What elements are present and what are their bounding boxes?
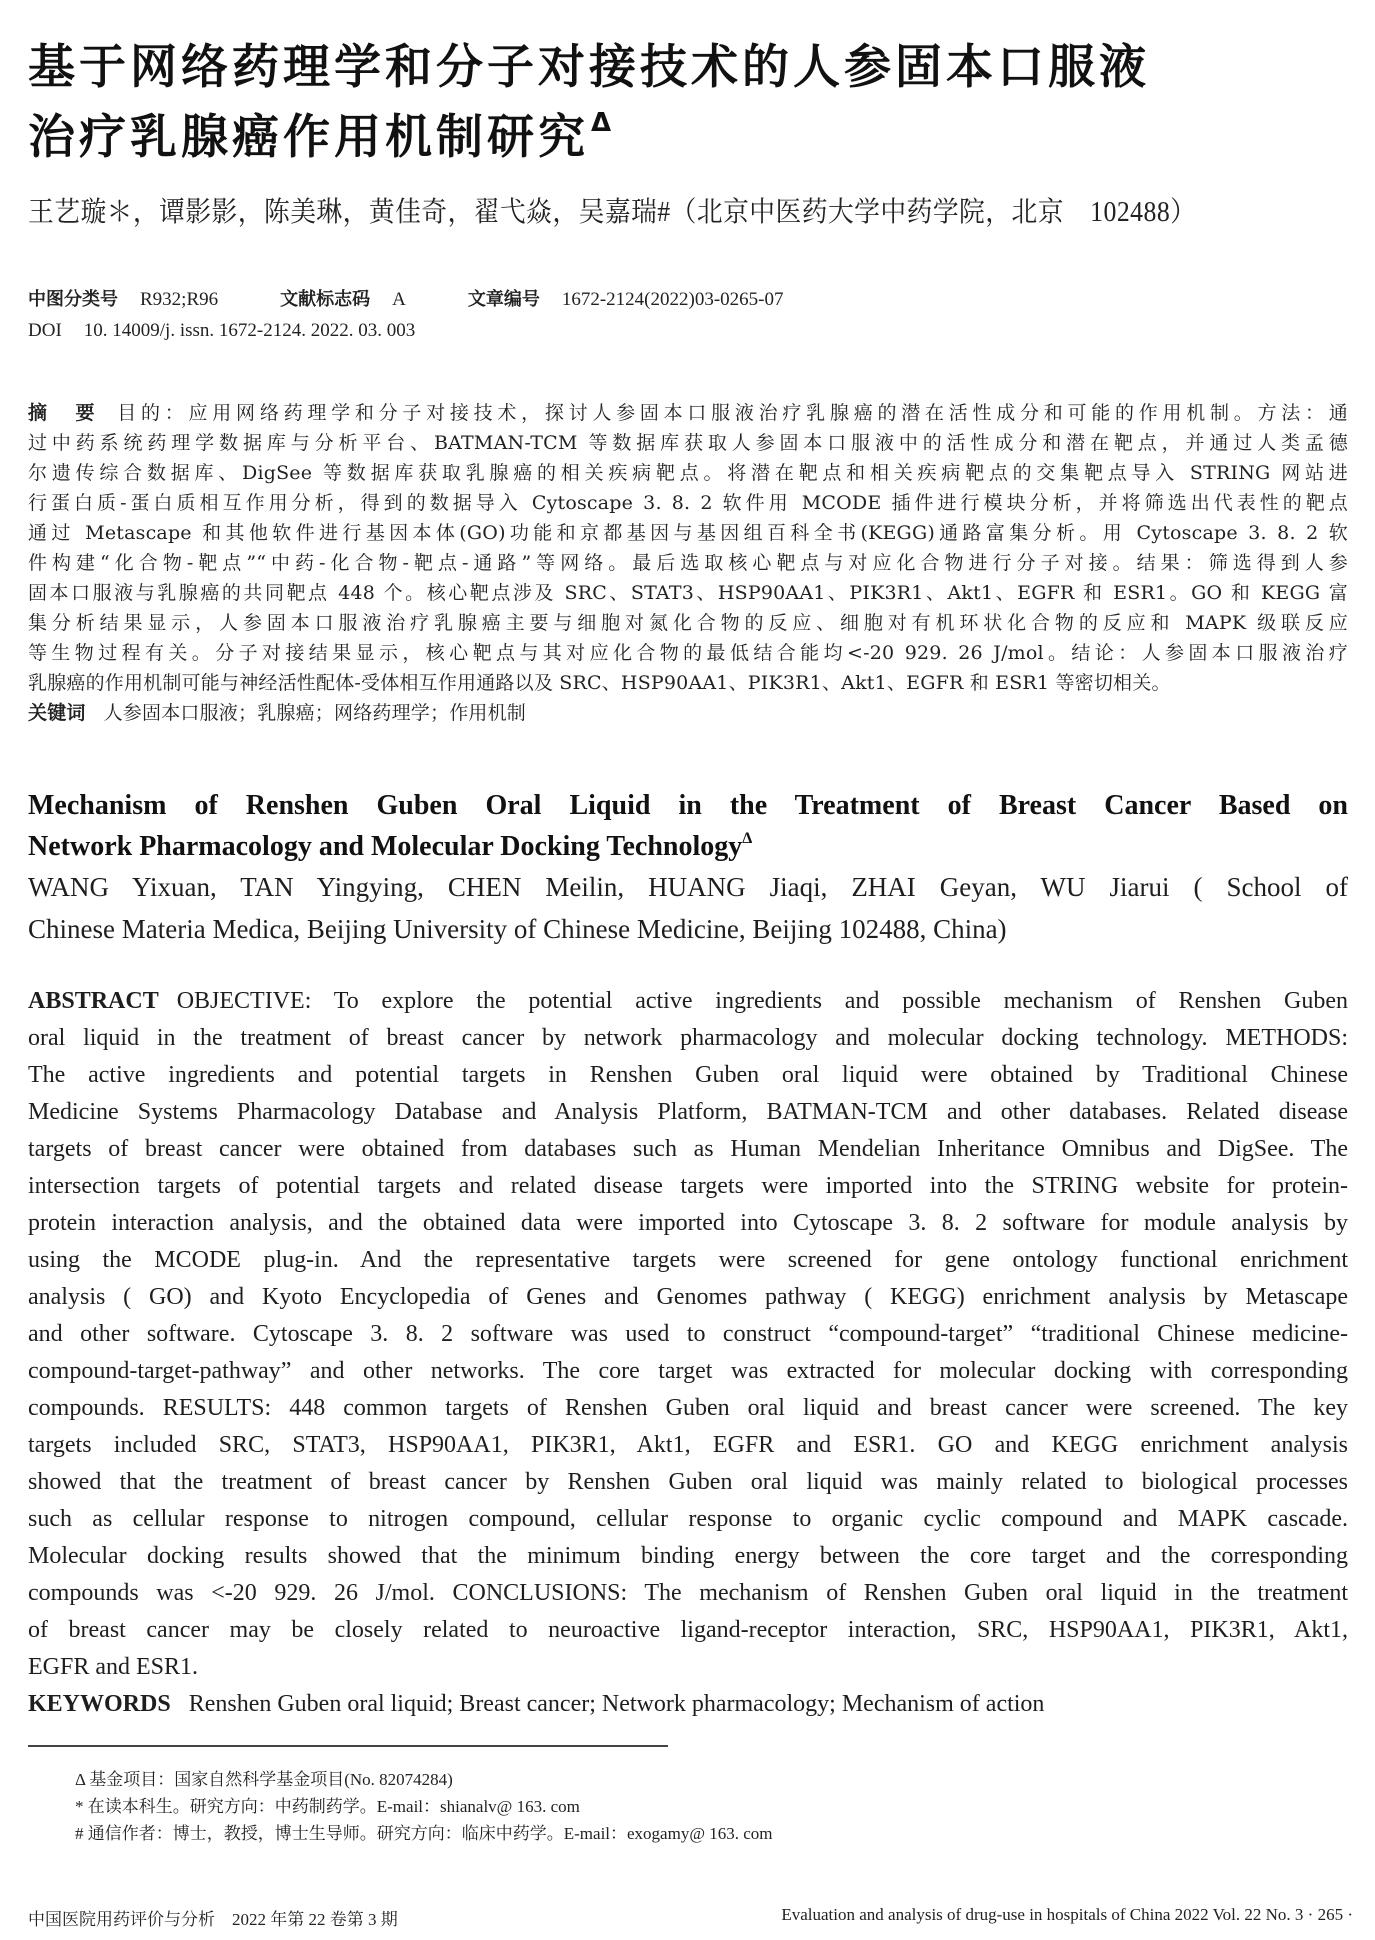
en-abstract-line: and other software. Cytoscape 3. 8. 2 software was used to construct “compound-target” “traditional Chinese medicine- <box>28 1321 1348 1347</box>
cn-keywords-value: 人参固本口服液；乳腺癌；网络药理学；作用机制 <box>103 702 527 724</box>
en-abstract-line: oral liquid in the treatment of breast cancer by network pharmacology and molecular docking technology. METHODS: <box>28 1025 1348 1051</box>
en-abstract-line: compound-target-pathway” and other networks. The core target was extracted for molecular docking with corresponding <box>28 1358 1348 1384</box>
cn-abstract-line: 尔遗传综合数据库、DigSee 等数据库获取乳腺癌的相关疾病靶点。将潜在靶点和相关疾病靶点的交集靶点导入 STRING 网站进 <box>28 462 1348 484</box>
footnote-funding: Δ 基金项目：国家自然科学基金项目(No. 82074284) <box>75 1770 453 1789</box>
en-authors-line-1: WANG Yixuan, TAN Yingying, CHEN Meilin, HUANG Jiaqi, ZHAI Geyan, WU Jiarui ( School of <box>28 872 1348 902</box>
en-abstract-line: Medicine Systems Pharmacology Database and Analysis Platform, BATMAN-TCM and other databases. Related disease <box>28 1099 1348 1125</box>
journal-footer-en: Evaluation and analysis of drug-use in hospitals of China 2022 Vol. 22 No. 3 · 265 · <box>781 1905 1353 1924</box>
funding-mark: Δ <box>591 108 616 138</box>
en-keywords <box>28 1691 1348 1718</box>
cn-title-line-1: 基于网络药理学和分子对接技术的人参固本口服液 <box>28 40 1150 95</box>
cn-abstract-text: 目的：应用网络药理学和分子对接技术，探讨人参固本口服液治疗乳腺癌的潜在活性成分和可能的作用机制。方法：通 <box>117 402 1349 424</box>
en-keywords-label: KEYWORDS <box>28 1691 171 1717</box>
en-abstract-line: targets included SRC, STAT3, HSP90AA1, PIK3R1, Akt1, EGFR and ESR1. GO and KEGG enrichment analysis <box>28 1432 1348 1458</box>
journal-footer-cn: 中国医院用药评价与分析 2022 年第 22 卷第 3 期 <box>28 1910 398 1929</box>
en-abstract-line: compounds was <-20 929. 26 J/mol. CONCLUSIONS: The mechanism of Renshen Guben oral liquid in the treatment <box>28 1580 1348 1606</box>
clc-value: R932;R96 <box>140 289 219 310</box>
en-abstract-line: compounds. RESULTS: 448 common targets of Renshen Guben oral liquid and breast cancer were screened. The key <box>28 1395 1348 1421</box>
en-keywords-value: Renshen Guben oral liquid; Breast cancer; Network pharmacology; Mechanism of action <box>188 1691 1045 1717</box>
cn-abstract-line: 过中药系统药理学数据库与分析平台、BATMAN-TCM 等数据库获取人参固本口服液中的活性成分和潜在靶点，并通过人类孟德 <box>28 432 1348 454</box>
en-abstract-line: such as cellular response to nitrogen compound, cellular response to organic cyclic compound and MAPK cascade. <box>28 1506 1348 1532</box>
en-abstract-line <box>28 988 1348 1015</box>
article-no-label: 文章编号 <box>467 289 540 310</box>
doi-line <box>28 320 415 342</box>
cn-title-line-2 <box>28 100 615 167</box>
en-abstract-line: protein interaction analysis, and the obtained data were imported into Cytoscape 3. 8. 2 software for module analysis by <box>28 1210 1348 1236</box>
cn-keywords-label: 关键词 <box>28 702 86 724</box>
en-abstract-line: showed that the treatment of breast cancer by Renshen Guben oral liquid was mainly related to biological processes <box>28 1469 1348 1495</box>
cn-keywords <box>28 698 1348 725</box>
cn-abstract-label: 摘 要 <box>28 402 100 424</box>
en-abstract-line: targets of breast cancer were obtained from databases such as Human Mendelian Inheritance Omnibus and DigSee. The <box>28 1136 1348 1162</box>
article-no-value: 1672-2124(2022)03-0265-07 <box>561 289 784 310</box>
cn-authors: 王艺璇＊，谭影影，陈美琳，黄佳奇，翟弋焱，吴嘉瑞#（北京中医药大学中药学院，北京 102488） <box>28 197 1197 228</box>
en-abstract-line: analysis ( GO) and Kyoto Encyclopedia of Genes and Genomes pathway ( KEGG) enrichment analysis by Metascape <box>28 1284 1348 1310</box>
en-abstract-line: of breast cancer may be closely related to neuroactive ligand-receptor interaction, SRC, HSP90AA1, PIK3R1, Akt1, <box>28 1617 1348 1643</box>
cn-abstract-line: 等生物过程有关。分子对接结果显示，核心靶点与其对应化合物的最低结合能均<-20 929. 26 J/mol。结论：人参固本口服液治疗 <box>28 642 1348 664</box>
cn-title-text: 治疗乳腺癌作用机制研究 <box>28 110 589 165</box>
cn-abstract-line: 固本口服液与乳腺癌的共同靶点 448 个。核心靶点涉及 SRC、STAT3、HSP90AA1、PIK3R1、Akt1、EGFR 和 ESR1。GO 和 KEGG 富 <box>28 582 1348 604</box>
cn-abstract-line: 行蛋白质-蛋白质相互作用分析，得到的数据导入 Cytoscape 3. 8. 2 软件用 MCODE 插件进行模块分析，并将筛选出代表性的靶点 <box>28 492 1348 514</box>
footnote-divider <box>28 1745 668 1747</box>
en-title-line-2 <box>28 830 1348 863</box>
en-abstract-line: intersection targets of potential targets and related disease targets were imported into the STRING website for protein- <box>28 1173 1348 1199</box>
cn-abstract-line: 通过 Metascape 和其他软件进行基因本体(GO)功能和京都基因与基因组百科全书(KEGG)通路富集分析。用 Cytoscape 3. 8. 2 软 <box>28 522 1348 544</box>
en-authors-line-2: Chinese Materia Medica, Beijing University of Chinese Medicine, Beijing 102488, China) <box>28 914 1007 944</box>
doi-label: DOI <box>28 320 62 341</box>
doc-code-value: A <box>392 289 406 310</box>
cn-abstract-line: 件构建“化合物-靶点”“中药-化合物-靶点-通路”等网络。最后选取核心靶点与对应化合物进行分子对接。结果：筛选得到人参 <box>28 552 1348 574</box>
en-abstract-label: ABSTRACT <box>28 988 159 1014</box>
cn-abstract-line: 乳腺癌的作用机制可能与神经活性配体-受体相互作用通路以及 SRC、HSP90AA1、PIK3R1、Akt1、EGFR 和 ESR1 等密切相关。 <box>28 672 1171 694</box>
classification-meta <box>28 285 784 311</box>
footnote-first-author: * 在读本科生。研究方向：中药制药学。E-mail：shianalv@ 163. com <box>75 1797 580 1816</box>
footnote-corresponding-author: # 通信作者：博士，教授，博士生导师。研究方向：临床中药学。E-mail：exogamy@ 163. com <box>75 1824 773 1843</box>
cn-abstract-line <box>28 398 1348 425</box>
doc-code-label: 文献标志码 <box>280 289 371 310</box>
funding-mark: Δ <box>742 830 753 847</box>
en-abstract-text: OBJECTIVE: To explore the potential active ingredients and possible mechanism of Renshen Guben <box>176 988 1348 1014</box>
en-title-line-1: Mechanism of Renshen Guben Oral Liquid in the Treatment of Breast Cancer Based on <box>28 790 1348 821</box>
en-title-text: Network Pharmacology and Molecular Docking Technology <box>28 831 743 862</box>
en-abstract-line: Molecular docking results showed that the minimum binding energy between the core target and the corresponding <box>28 1543 1348 1569</box>
en-abstract-line: EGFR and ESR1. <box>28 1654 199 1680</box>
doi-value[interactable]: 10. 14009/j. issn. 1672-2124. 2022. 03. 003 <box>83 320 416 341</box>
en-abstract-line: The active ingredients and potential targets in Renshen Guben oral liquid were obtained by Traditional Chinese <box>28 1062 1348 1088</box>
en-abstract-line: using the MCODE plug-in. And the representative targets were screened for gene ontology functional enrichment <box>28 1247 1348 1273</box>
clc-label: 中图分类号 <box>28 289 118 310</box>
cn-abstract-line: 集分析结果显示，人参固本口服液治疗乳腺癌主要与细胞对氮化合物的反应、细胞对有机环状化合物的反应和 MAPK 级联反应 <box>28 612 1348 634</box>
